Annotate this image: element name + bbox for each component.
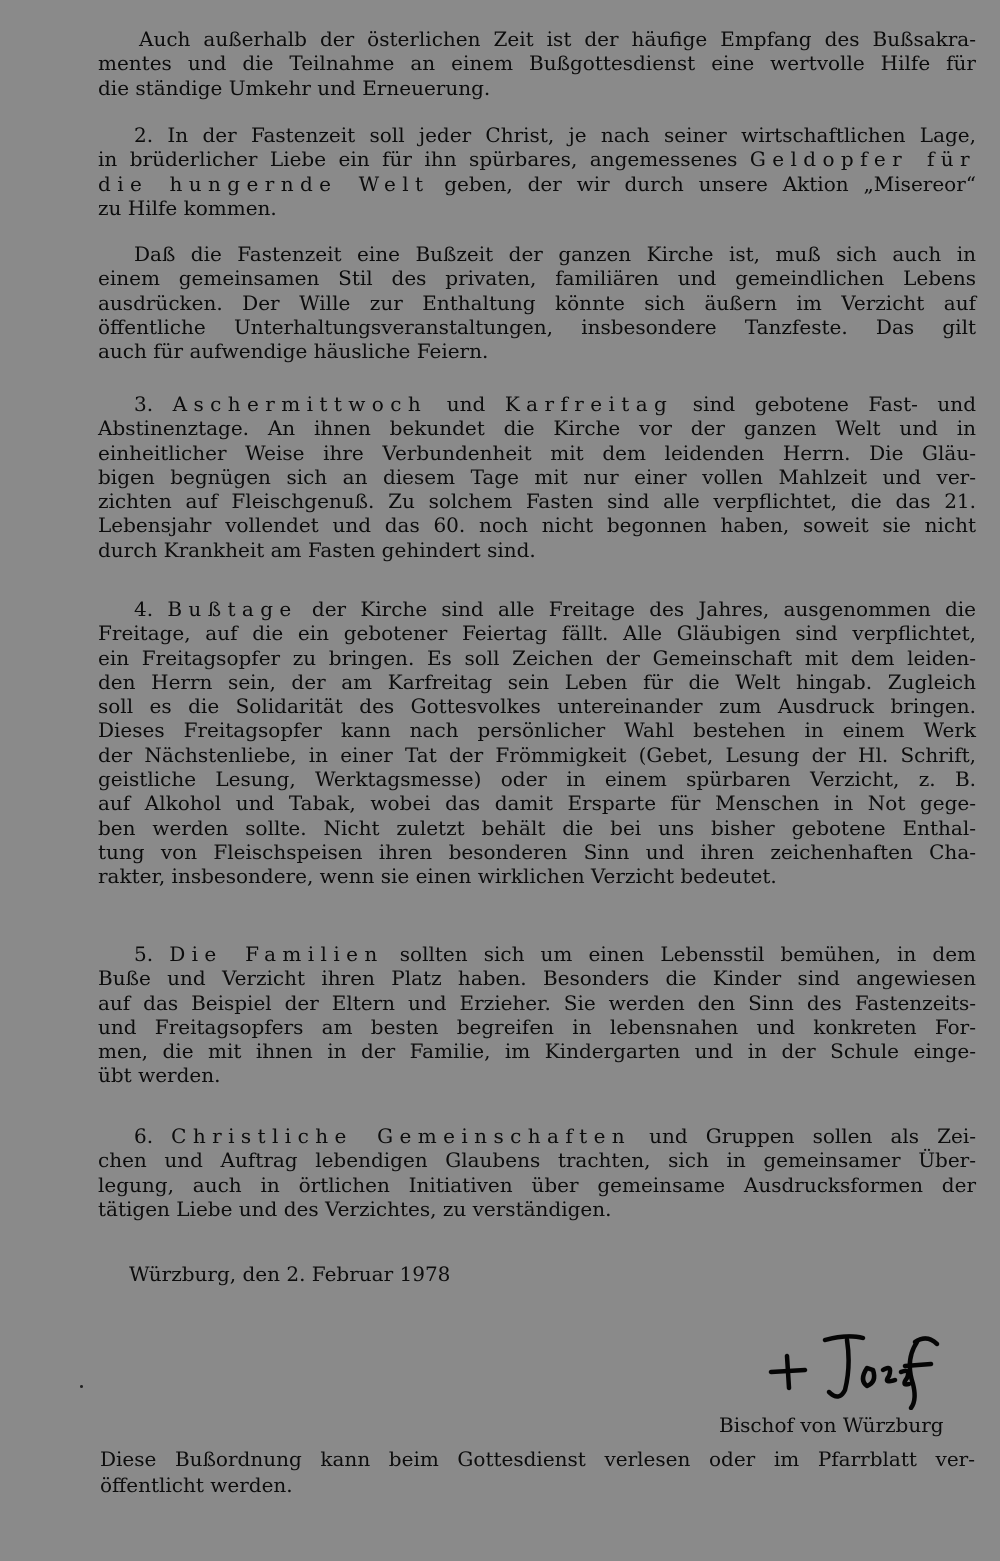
text-span: 5. (134, 942, 170, 966)
handwritten-signature (755, 1330, 955, 1410)
text-line (98, 1124, 976, 1148)
text-line: chen und Auftrag lebendigen Glaubens trachten, sich in gemeinsamer Über- (98, 1148, 976, 1173)
text-line: durch Krankheit am Fasten gehindert sind. (98, 537, 536, 562)
text-span: 4. (134, 597, 168, 621)
text-span: geben, der wir durch unsere Aktion „Misereor“ (429, 171, 976, 196)
spaced-emphasis: Christliche Gemeinschaften (171, 1124, 632, 1148)
paragraph-5-familien (98, 942, 976, 1088)
text-line: einheitlicher Weise ihre Verbundenheit mit dem leidenden Herrn. Die Gläu- (98, 440, 976, 465)
text-line: den Herrn sein, der am Karfreitag sein Leben für die Welt hingab. Zugleich (98, 669, 976, 694)
date-line: Würzburg, den 2. Februar 1978 (129, 1262, 451, 1286)
text-span: sind gebotene Fast- und (673, 392, 976, 416)
text-line: öffentlicht werden. (100, 1473, 293, 1497)
text-line: bigen begnügen sich an diesem Tage mit nur einer vollen Mahlzeit und ver- (98, 464, 976, 489)
text-span: 3. (134, 392, 173, 416)
text-line: Abstinenztage. An ihnen bekundet die Kirche vor der ganzen Welt und in (98, 416, 976, 441)
text-line: ben werden sollte. Nicht zuletzt behält die bei uns bisher gebotene Enthal- (98, 815, 976, 840)
text-line: Buße und Verzicht ihren Platz haben. Besonders die Kinder sind angewiesen (98, 966, 976, 991)
spaced-emphasis: Bußtage (167, 597, 298, 621)
paragraph-busszeit (98, 242, 976, 363)
paragraph-4-busstage (98, 597, 976, 889)
text-line (98, 147, 976, 171)
text-span: in brüderlicher Liebe ein für ihn spürbares, angemessenes (98, 147, 750, 172)
text-line: auf das Beispiel der Eltern und Erzieher. Sie werden den Sinn des Fastenzeits- (98, 990, 976, 1015)
text-line: men, die mit ihnen in der Familie, im Kindergarten und in der Schule einge- (98, 1039, 976, 1064)
text-line: rakter, insbesondere, wenn sie einen wirklichen Verzicht bedeutet. (98, 864, 777, 889)
spaced-emphasis: Aschermittwoch (172, 392, 428, 416)
text-span: und Gruppen sollen als Zei- (631, 1124, 976, 1148)
text-line: 2. In der Fastenzeit soll jeder Christ, je nach seiner wirtschaftlichen Lage, (134, 123, 976, 147)
spaced-emphasis: die hungernde Welt (98, 171, 430, 196)
text-line: auch für aufwendige häusliche Feiern. (98, 339, 489, 364)
speck-dot (80, 1385, 83, 1388)
text-line: Daß die Fastenzeit eine Bußzeit der ganzen Kirche ist, muß sich auch in (134, 242, 976, 266)
text-line: zichten auf Fleischgenuß. Zu solchem Fasten sind alle verpflichtet, die das 21. (98, 489, 976, 514)
text-span: der Kirche sind alle Freitage des Jahres, ausgenommen die (297, 597, 976, 621)
spaced-emphasis: Die Familien (169, 942, 384, 966)
text-line: übt werden. (98, 1063, 221, 1088)
paragraph-6-gemeinschaften (98, 1124, 976, 1221)
text-line: und Freitagsopfers am besten begreifen in lebensnahen und konkreten For- (98, 1014, 976, 1039)
text-line: Auch außerhalb der österlichen Zeit ist der häufige Empfang des Bußsakra- (139, 27, 976, 51)
paragraph-3-aschermittwoch (98, 392, 976, 562)
text-line: die ständige Umkehr und Erneuerung. (98, 75, 491, 100)
paragraph-2-geldopfer (98, 123, 976, 220)
spaced-emphasis: Geldopfer für (749, 147, 976, 172)
text-line: soll es die Solidarität des Gottesvolkes untereinander zum Ausdruck bringen. (98, 694, 976, 719)
paragraph-intro (98, 27, 976, 100)
text-span: 6. (134, 1124, 172, 1148)
text-line: zu Hilfe kommen. (98, 195, 277, 220)
spaced-emphasis: Karfreitag (504, 392, 674, 416)
text-line: geistliche Lesung, Werktagsmesse) oder in einem spürbaren Verzicht, z. B. (98, 767, 976, 792)
text-line: Dieses Freitagsopfer kann nach persönlicher Wahl bestehen in einem Werk (98, 718, 976, 743)
text-line: mentes und die Teilnahme an einem Bußgottesdienst eine wertvolle Hilfe für (98, 51, 976, 76)
text-line (98, 942, 976, 966)
text-line: ein Freitagsopfer zu bringen. Es soll Zeichen der Gemeinschaft mit dem leiden- (98, 645, 976, 670)
text-line: tung von Fleischspeisen ihren besonderen Sinn und ihren zeichenhaften Cha- (98, 839, 976, 864)
text-line: legung, auch in örtlichen Initiativen über gemeinsame Ausdrucksformen der (98, 1172, 976, 1197)
footer-note (100, 1446, 975, 1498)
signature-title: Bischof von Würzburg (719, 1413, 944, 1437)
text-line: auf Alkohol und Tabak, wobei das damit Ersparte für Menschen in Not gege- (98, 791, 976, 816)
text-line (98, 172, 976, 196)
text-line: ausdrücken. Der Wille zur Enthaltung könnte sich äußern im Verzicht auf (98, 290, 976, 315)
text-line: öffentliche Unterhaltungsveranstaltungen, insbesondere Tanzfeste. Das gilt (98, 314, 976, 339)
text-line: Diese Bußordnung kann beim Gottesdienst verlesen oder im Pfarrblatt ver- (100, 1447, 975, 1471)
text-line: tätigen Liebe und des Verzichtes, zu verständigen. (98, 1196, 612, 1221)
text-line (98, 392, 976, 416)
text-line: Lebensjahr vollendet und das 60. noch nicht begonnen haben, soweit sie nicht (98, 513, 976, 538)
text-span: und (427, 392, 505, 416)
text-line: der Nächstenliebe, in einer Tat der Frömmigkeit (Gebet, Lesung der Hl. Schrift, (98, 742, 976, 767)
text-line (98, 597, 976, 621)
text-line: einem gemeinsamen Stil des privaten, familiären und gemeindlichen Lebens (98, 266, 976, 291)
text-span: sollten sich um einen Lebensstil bemühen, in dem (383, 942, 976, 966)
text-line: Freitage, auf die ein gebotener Feiertag fällt. Alle Gläubigen sind verpflichtet, (98, 621, 976, 646)
